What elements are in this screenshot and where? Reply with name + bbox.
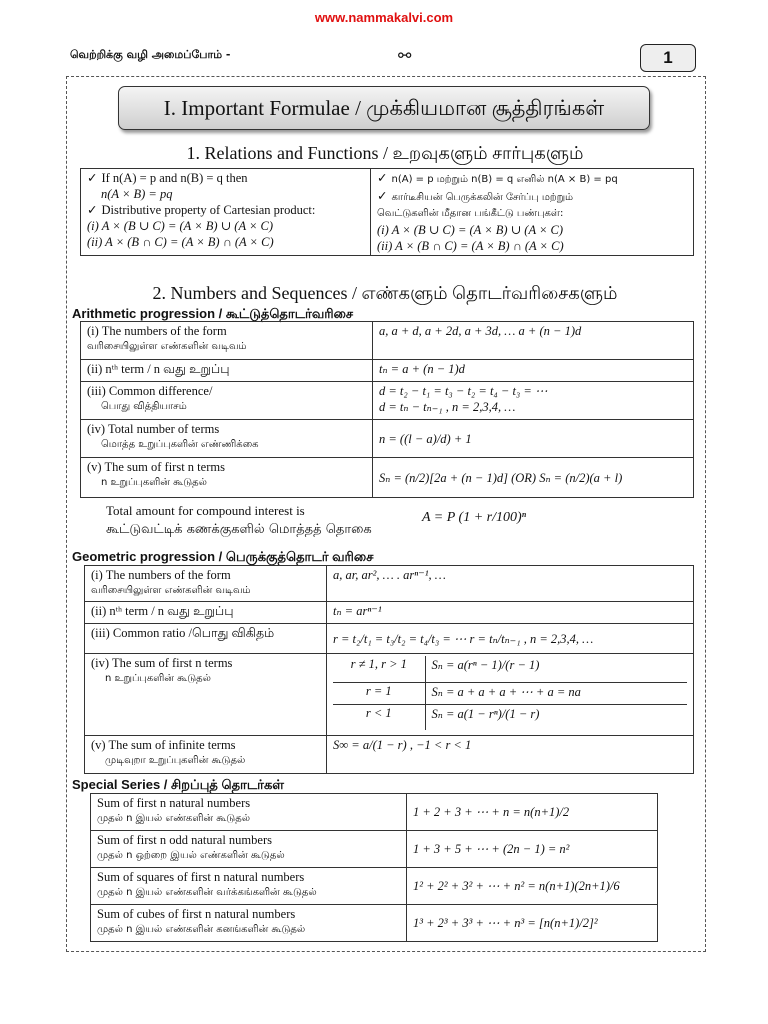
special-series-row: Sum of cubes of first n natural numbers முதல் n இயல் எண்களின் கனங்களின் கூடுதல் 1³ + 2³ + 3³ + ⋯ + n³ = [n(n+1)/2]² — [91, 905, 658, 942]
relations-right-line: ✓ n(A) = p மற்றும் n(B) = q எனில் n(A × B) = pq — [377, 171, 618, 185]
relations-right-line: (i) A × (B ∪ C) = (A × B) ∪ (A × C) — [377, 223, 564, 237]
gp-table — [84, 565, 694, 774]
ap-table — [80, 321, 694, 498]
special-series-row: Sum of first n odd natural numbers முதல் n ஒற்றை இயல் எண்களின் கூடுதல் 1 + 3 + 5 + ⋯ + (2n − 1) = n² — [91, 831, 658, 868]
gp-case-row: r ≠ 1, r > 1 Sₙ = a(rⁿ − 1)/(r − 1) — [333, 656, 687, 682]
special-series-title: Special Series / சிறப்புத் தொடர்கள் — [72, 777, 285, 792]
special-series-row: Sum of first n natural numbers முதல் n இயல் எண்களின் கூடுதல் 1 + 2 + 3 + ⋯ + n = n(n+1)/2 — [91, 794, 658, 831]
gp-row: (i) The numbers of the form வரிசையிலுள்ள எண்களின் வடிவம் a, ar, ar², … . arⁿ⁻¹, … — [85, 566, 694, 602]
section2-title: 2. Numbers and Sequences / எண்களும் தொடர்வரிசைகளும் — [152, 283, 618, 303]
ap-row: (iii) Common difference/ பொது வித்தியாசம் d = t₂ − t₁ = t₃ − t₂ = t₄ − t₃ = ⋯ d = tₙ − tₙ₋₁ , n = 2,3,4, … — [81, 382, 694, 420]
gp-case-row: r = 1 Sₙ = a + a + a + ⋯ + a = na — [333, 682, 687, 704]
relations-right-line: வெட்டுகளின் மீதான பங்கீட்டு பண்புகள்: — [377, 208, 564, 219]
relations-english-cell — [81, 169, 371, 256]
special-series-table — [90, 793, 658, 942]
header-tagline: வெற்றிக்கு வழி அமைப்போம் - — [70, 48, 231, 61]
check-icon: ✓ — [87, 171, 98, 185]
ap-row: (ii) nᵗʰ term / n வது உறுப்பு tₙ = a + (n − 1)d — [81, 360, 694, 382]
check-icon: ✓ — [377, 171, 388, 185]
ap-row: (i) The numbers of the form வரிசையிலுள்ள எண்களின் வடிவம் a, a + d, a + 2d, a + 3d, … a + (n − 1)d — [81, 322, 694, 360]
section1-title: 1. Relations and Functions / உறவுகளும் சார்புகளும் — [186, 143, 584, 163]
page-number: 1 — [640, 44, 696, 72]
relations-right-line: (ii) A × (B ∩ C) = (A × B) ∩ (A × C) — [377, 239, 564, 253]
compound-text-ta: கூட்டுவட்டிக் கணக்குகளில் மொத்தத் தொகை — [106, 522, 372, 537]
page-title: I. Important Formulae / முக்கியமான சூத்திரங்கள் — [118, 86, 650, 130]
ap-row: (v) The sum of first n terms n உறுப்புகளின் கூடுதல் Sₙ = (n/2)[2a + (n − 1)d] (OR) Sₙ = (n/2)(a + l) — [81, 458, 694, 498]
gp-title: Geometric progression / பெருக்குத்தொடர் வரிசை — [72, 549, 374, 564]
gp-sum-row: (iv) The sum of first n terms n உறுப்புகளின் கூடுதல் r ≠ 1, r > 1 Sₙ = a(rⁿ − 1)/(r − 1) r = 1 Sₙ = a + a + a + ⋯ + a = na r < 1 Sₙ = a(1 − rⁿ)/(1 − r) — [85, 654, 694, 736]
check-icon: ✓ — [87, 203, 98, 217]
special-series-row: Sum of squares of first n natural numbers முதல் n இயல் எண்களின் வர்க்கங்களின் கூடுதல் 1² + 2² + 3² + ⋯ + n² = n(n+1)(2n+1)/6 — [91, 868, 658, 905]
gp-case-row: r < 1 Sₙ = a(1 − rⁿ)/(1 − r) — [333, 704, 687, 730]
compound-text-en: Total amount for compound interest is — [106, 503, 305, 518]
gp-sum-cases — [333, 656, 687, 730]
gp-row: (ii) nᵗʰ term / n வது உறுப்பு tₙ = arⁿ⁻¹ — [85, 602, 694, 624]
relations-tamil-cell — [371, 169, 694, 256]
relations-left-line: (ii) A × (B ∩ C) = (A × B) ∩ (A × C) — [87, 235, 274, 249]
relations-left-line: (i) A × (B ∪ C) = (A × B) ∪ (A × C) — [87, 219, 274, 233]
compound-formula: A = P (1 + r/100)ⁿ — [422, 510, 527, 525]
gp-row: (iii) Common ratio /பொது விகிதம் r = t₂/t₁ = t₃/t₂ = t₄/t₃ = ⋯ r = tₙ/tₙ₋₁ , n = 2,3,4, … — [85, 624, 694, 654]
lamp-icon: ⚯ — [398, 46, 412, 65]
gp-row: (v) The sum of infinite terms முடிவுறா உறுப்புகளின் கூடுதல் S∞ = a/(1 − r) , −1 < r < 1 — [85, 736, 694, 774]
check-icon: ✓ — [377, 189, 388, 203]
relations-right-line: ✓ கார்டீசியன் பெருக்கலின் சேர்ப்பு மற்றும் — [377, 189, 574, 203]
site-url[interactable]: www.nammakalvi.com — [314, 10, 454, 25]
relations-left-line: n(A × B) = pq — [101, 187, 173, 201]
relations-table — [80, 168, 694, 256]
ap-row: (iv) Total number of terms மொத்த உறுப்புகளின் எண்ணிக்கை n = ((l − a)/d) + 1 — [81, 420, 694, 458]
ap-title: Arithmetic progression / கூட்டுத்தொடர்வரிசை — [72, 306, 354, 321]
relations-left-line: ✓ If n(A) = p and n(B) = q then — [87, 171, 248, 185]
relations-left-line: ✓ Distributive property of Cartesian product: — [87, 203, 316, 217]
